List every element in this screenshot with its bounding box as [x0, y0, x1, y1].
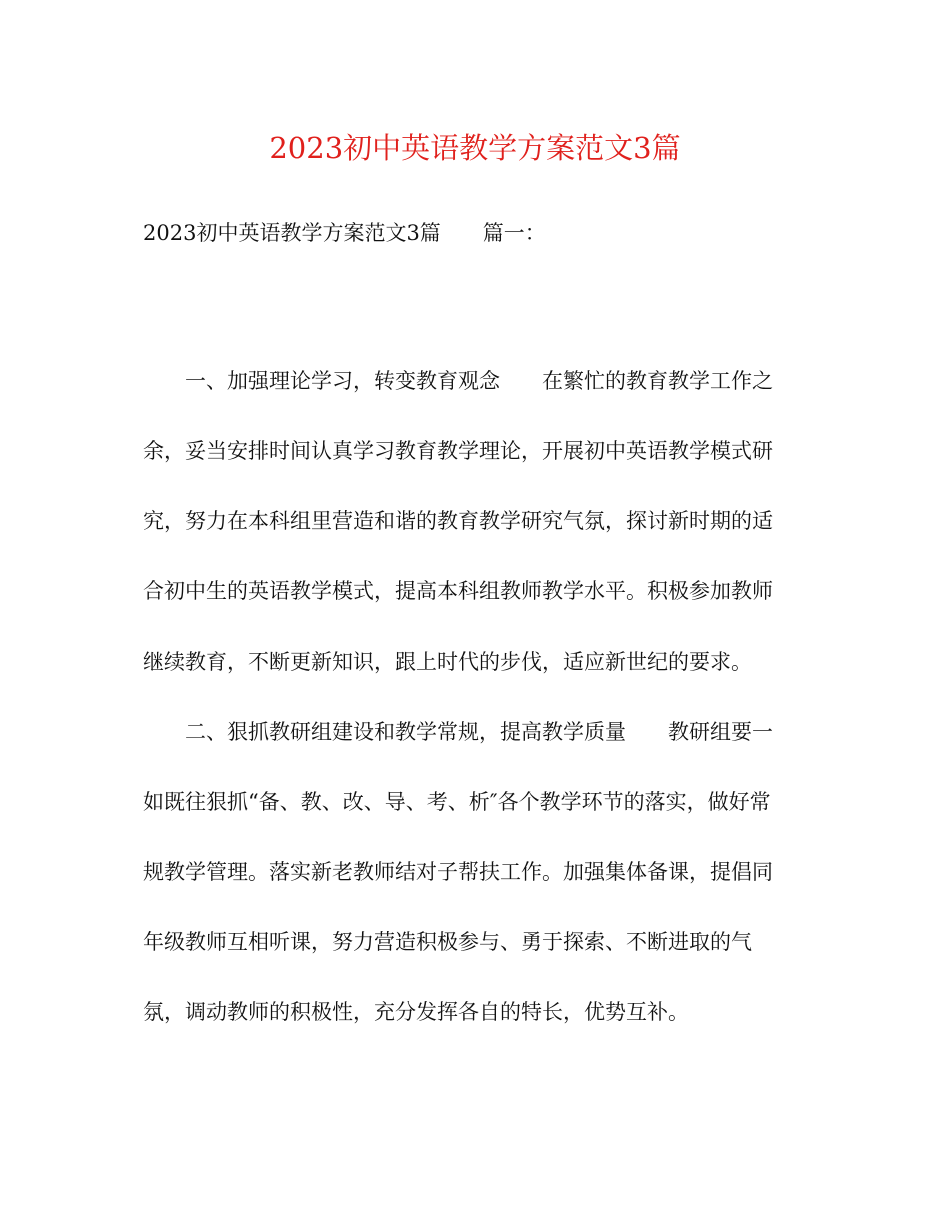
paragraph-line: 规教学管理。落实新老教师结对子帮扶工作。加强集体备课，提倡同	[143, 860, 773, 884]
paragraph-line: 二、狠抓教研组建设和教学常规，提高教学质量 教研组要一	[143, 720, 773, 744]
paragraph-line: 究，努力在本科组里营造和谐的教育教学研究气氛，探讨新时期的适	[143, 509, 773, 533]
paragraph-line: 如既往狠抓“备、教、改、导、考、析″各个教学环节的落实，做好常	[143, 790, 771, 814]
document-title: 2023初中英语教学方案范文3篇	[269, 131, 681, 165]
paragraph-line: 年级教师互相听课，努力营造积极参与、勇于探索、不断进取的气	[143, 930, 752, 954]
paragraph-line: 一、加强理论学习，转变教育观念 在繁忙的教育教学工作之	[143, 369, 773, 393]
paragraph-line: 余，妥当安排时间认真学习教育教学理论，开展初中英语教学模式研	[143, 439, 773, 463]
paragraph-line: 合初中生的英语教学模式，提高本科组教师教学水平。积极参加教师	[143, 579, 773, 603]
paragraph-line: 继续教育，不断更新知识，跟上时代的步伐，适应新世纪的要求。	[143, 650, 752, 674]
document-subtitle: 2023初中英语教学方案范文3篇 篇一：	[143, 221, 546, 245]
paragraph-line: 氛，调动教师的积极性，充分发挥各自的特长，优势互补。	[143, 1000, 689, 1024]
